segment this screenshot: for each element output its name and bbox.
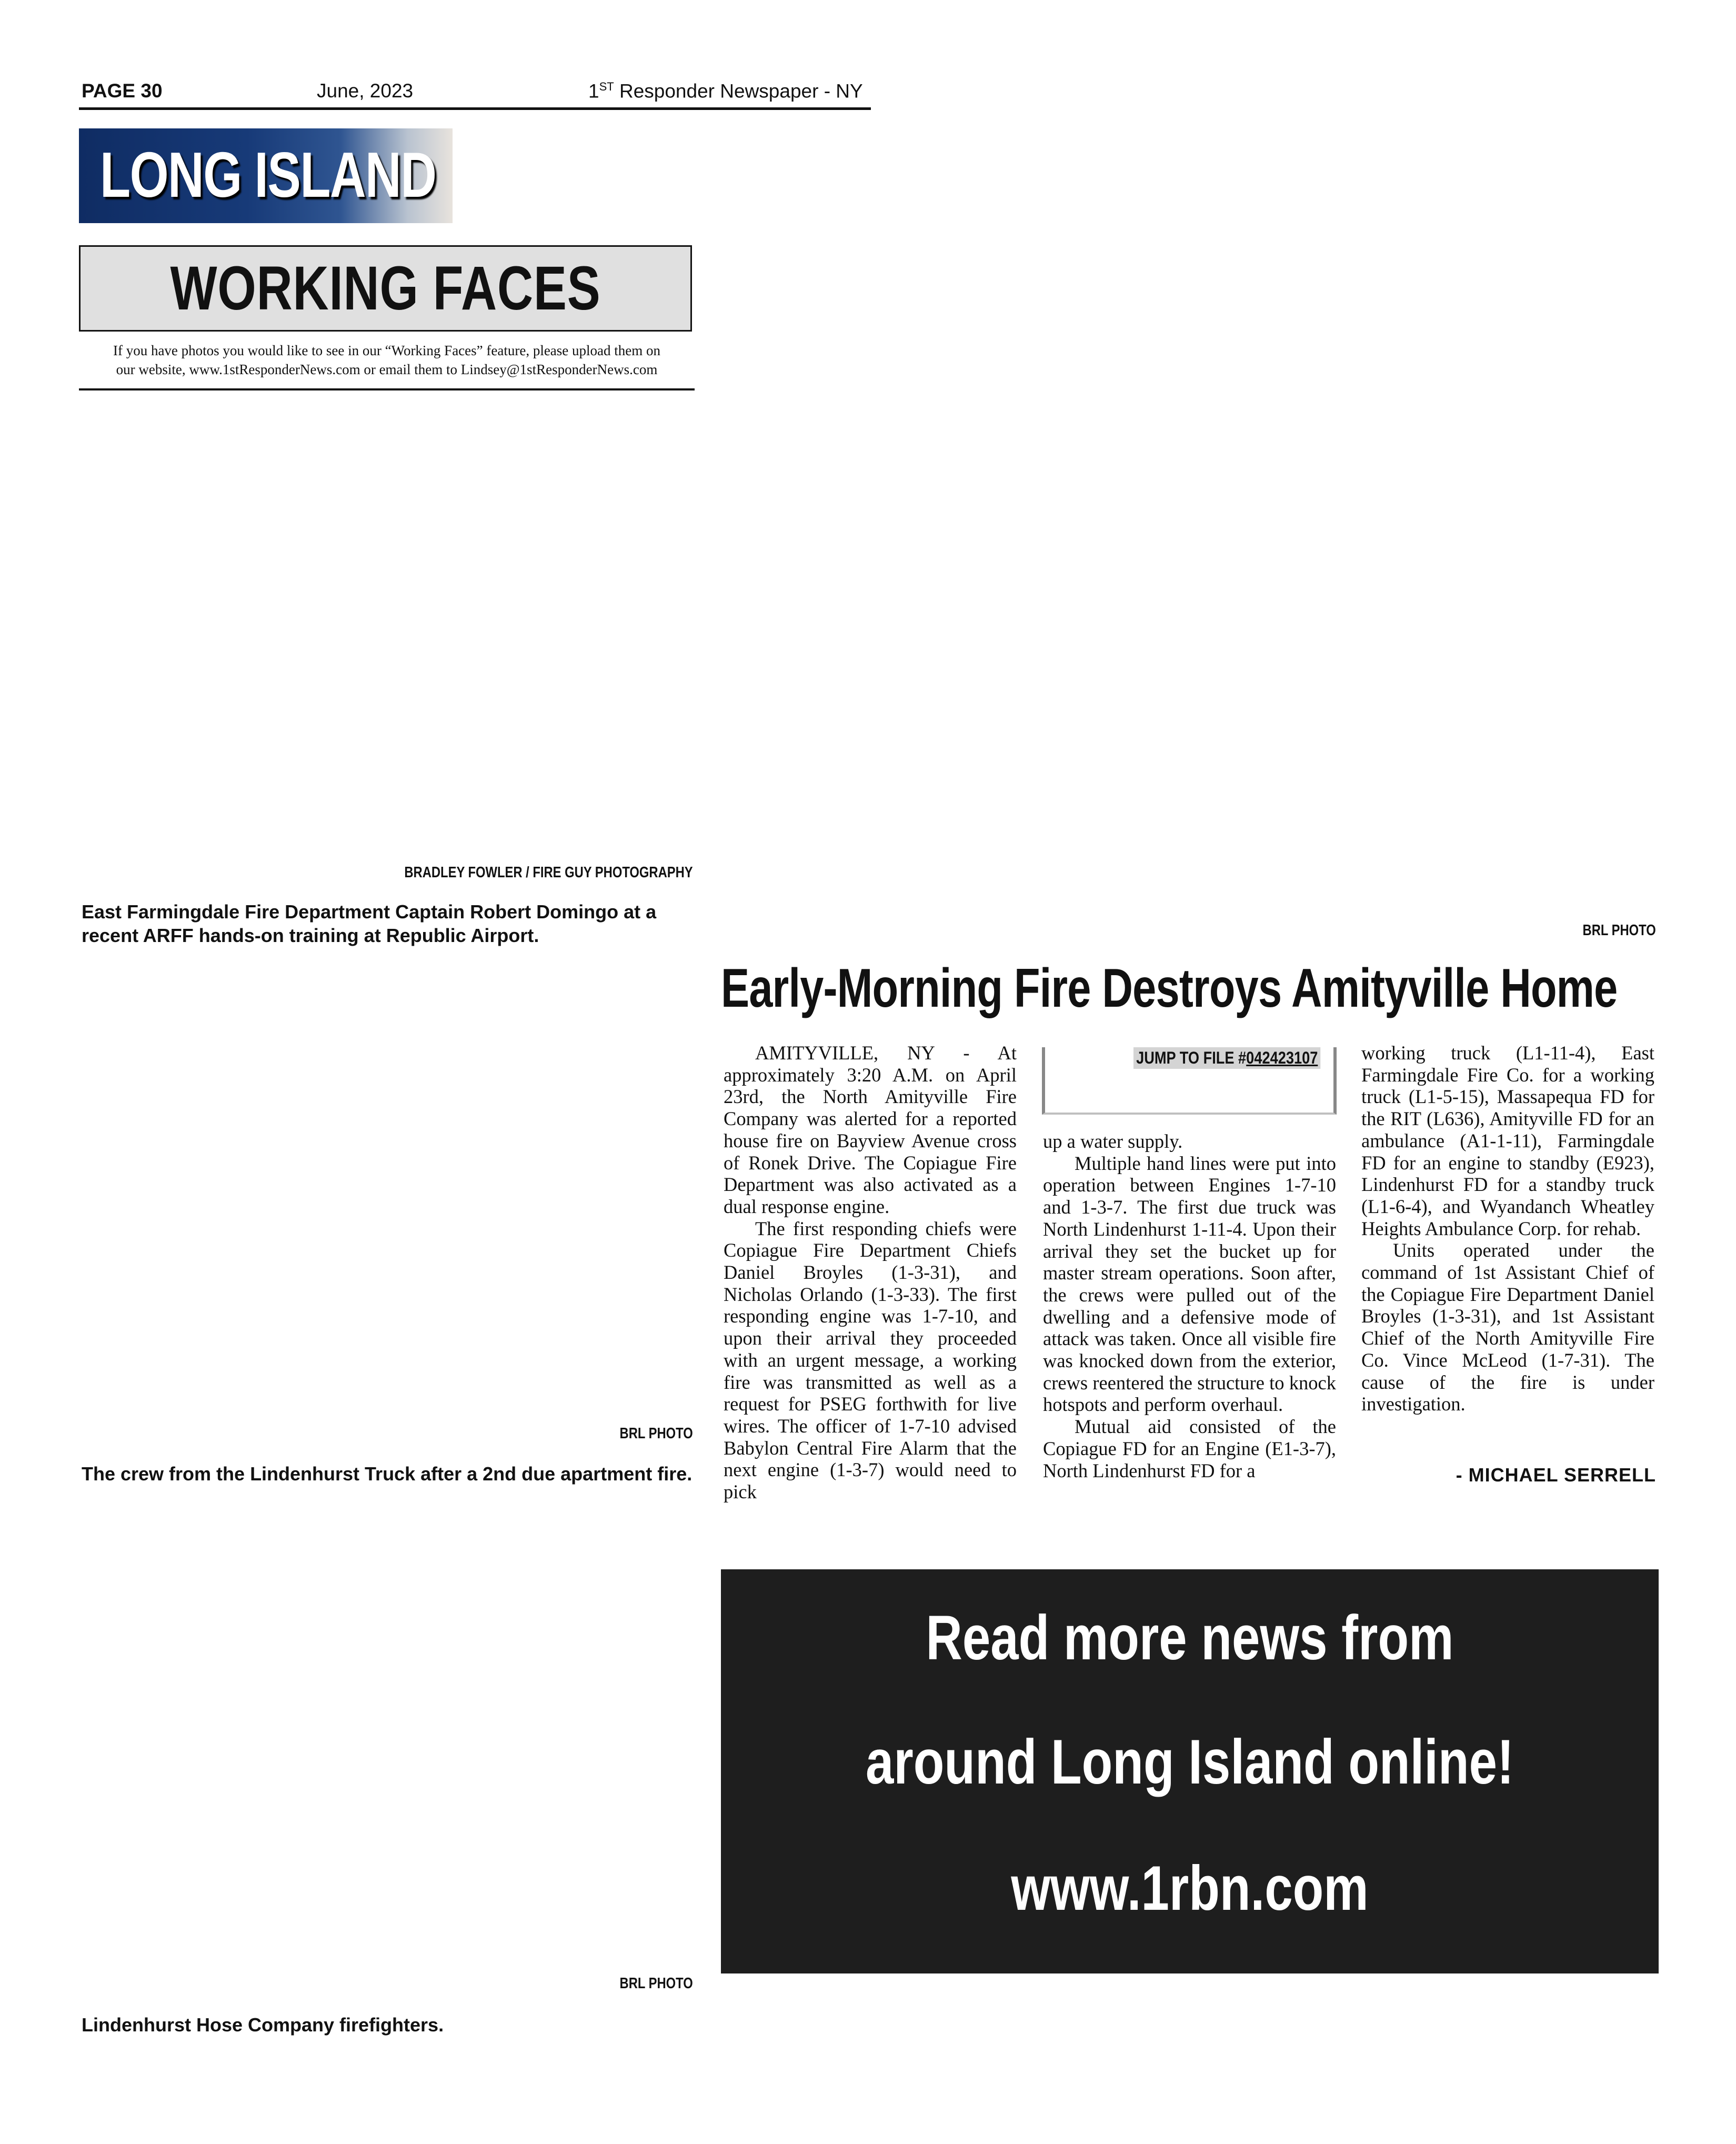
article-paragraph: working truck (L1-11-4), East Farmingdale Fire Co. for a working truck (L1-5-15), Massapequa FD for the RIT (L636), Amityville FD for an ambulance (A1-1-11), Farmingdale FD for an engine to standby (E923), Lindenhurst FD for a standby truck (L1-6-4), and Wyandanch Wheatley Heights Ambulance Corp. for rehab.: [1361, 1042, 1654, 1239]
article-column-2: [1043, 1130, 1336, 1481]
article-column-3: [1361, 1042, 1654, 1415]
article-byline: - MICHAEL SERRELL: [1456, 1464, 1656, 1486]
ad-line-2: around Long Island online!: [866, 1727, 1514, 1797]
working-faces-divider: [79, 388, 695, 390]
header-divider: [79, 107, 871, 110]
working-faces-title: WORKING FACES: [170, 254, 601, 323]
jump-to-file-link[interactable]: [1133, 1047, 1320, 1069]
article-paragraph: Multiple hand lines were put into operation between Engines 1-7-10 and 1-3-7. The first due truck was North Lindenhurst 1-11-4. Upon their arrival they set the bucket up for master stream operations. Soon after, the crews were pulled out of the dwelling and a defensive mode of attack was taken. Once all visible fire was knocked down from the exterior, crews reentered the structure to knock hotspots and perform overhaul.: [1043, 1152, 1336, 1416]
photo-credit: BRADLEY FOWLER / FIRE GUY PHOTOGRAPHY: [404, 864, 693, 881]
newspaper-name-superscript: ST: [599, 80, 614, 93]
photo-caption: East Farmingdale Fire Department Captain Robert Domingo at a recent ARFF hands-on training at Republic Airport.: [82, 901, 657, 946]
section-banner: [79, 128, 453, 223]
ad-website-link[interactable]: www.1rbn.com: [1011, 1853, 1369, 1923]
photo-caption: The crew from the Lindenhurst Truck after a 2nd due apartment fire.: [82, 1463, 693, 1485]
jump-to-file-number: 042423107: [1246, 1048, 1318, 1067]
jump-to-file-box: [1042, 1047, 1337, 1115]
working-faces-note-line1: If you have photos you would like to see in our “Working Faces” feature, please upload them on: [113, 343, 661, 358]
working-faces-box: [79, 245, 692, 332]
article-paragraph: AMITYVILLE, NY - At approximately 3:20 A.M. on April 23rd, the North Amityville Fire Company was alerted for a reported house fire on Bayview Avenue cross of Ronek Drive. The Copiague Fire Department was also activated as a dual response engine.: [724, 1042, 1017, 1217]
working-faces-note-line2: our website, www.1stResponderNews.com or email them to Lindsey@1stResponderNews.com: [116, 362, 658, 377]
article-headline: Early-Morning Fire Destroys Amityville Home: [721, 958, 1618, 1019]
article-photo-credit: BRL PHOTO: [1582, 922, 1656, 939]
article-paragraph: Units operated under the command of 1st Assistant Chief of the Copiague Fire Department Daniel Broyles (1-3-31), and 1st Assistant Chief of the North Amityville Fire Co. Vince McLeod (1-7-31). The cause of the fire is under investigation.: [1361, 1239, 1654, 1415]
article-column-1: [724, 1042, 1017, 1503]
newspaper-name-prefix: 1: [588, 80, 599, 102]
section-title: LONG ISLAND: [100, 139, 436, 211]
photo-credit: BRL PHOTO: [619, 1975, 693, 1992]
article-paragraph: The first responding chiefs were Copiague Fire Department Chiefs Daniel Broyles (1-3-31), and Nicholas Orlando (1-3-33). The first responding engine was 1-7-10, and upon their arrival they proceeded with an urgent message, a working fire was transmitted as well as a request for PSEG forthwith for live wires. The officer of 1-7-10 advised Babylon Central Fire Alarm that the next engine (1-3-7) would need to pick: [724, 1217, 1017, 1503]
article-paragraph: Mutual aid consisted of the Copiague FD for an Engine (E1-3-7), North Lindenhurst FD for a: [1043, 1416, 1336, 1481]
jump-to-file-label: JUMP TO FILE #: [1136, 1048, 1247, 1067]
online-news-ad: [721, 1569, 1659, 1973]
working-faces-note: [84, 341, 689, 379]
photo-credit: BRL PHOTO: [619, 1425, 693, 1442]
issue-date: June, 2023: [317, 80, 414, 102]
newspaper-name: [588, 80, 863, 102]
ad-line-1: Read more news from: [926, 1602, 1454, 1673]
page-number: PAGE 30: [82, 80, 163, 102]
article-paragraph: up a water supply.: [1043, 1130, 1183, 1152]
photo-caption: Lindenhurst Hose Company firefighters.: [82, 2014, 444, 2036]
newspaper-name-rest: Responder Newspaper - NY: [614, 80, 863, 102]
